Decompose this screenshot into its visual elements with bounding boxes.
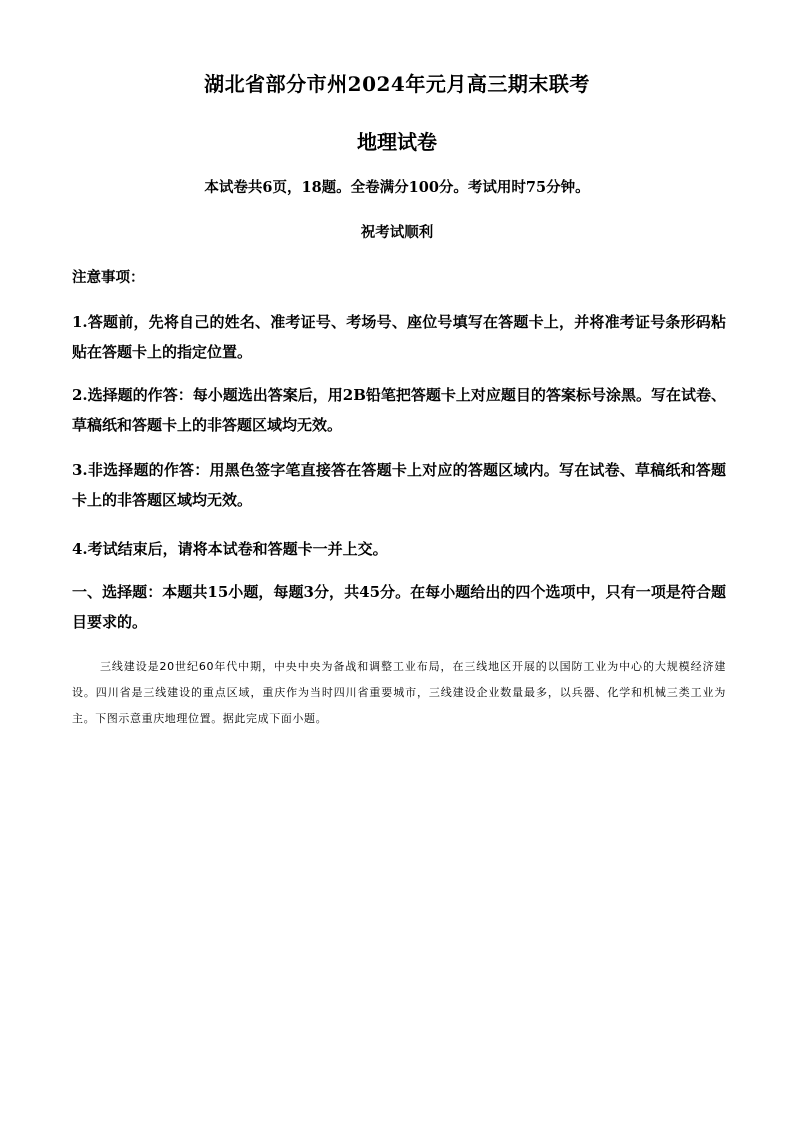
section-one-heading: 一、选择题：本题共15小题，每题3分，共45分。在每小题给出的四个选项中，只有一项是符合题目要求的。 — [72, 583, 726, 631]
exam-title: 湖北省部分市州2024年元月高三期末联考 — [204, 72, 590, 96]
note-item-4: 4.考试结束后，请将本试卷和答题卡一并上交。 — [72, 540, 388, 558]
good-luck-text: 祝考试顺利 — [360, 224, 434, 241]
note-item-1: 1.答题前，先将自己的姓名、准考证号、考场号、座位号填写在答题卡上，并将准考证号条形码粘贴在答题卡上的指定位置。 — [72, 313, 726, 361]
note-item-2: 2.选择题的作答：每小题选出答案后，用2B铅笔把答题卡上对应题目的答案标号涂黑。写在试卷、草稿纸和答题卡上的非答题区域均无效。 — [72, 386, 726, 434]
notes-heading: 注意事项： — [72, 269, 145, 286]
subject-title: 地理试卷 — [357, 130, 437, 154]
exam-info: 本试卷共6页，18题。全卷满分100分。考试用时75分钟。 — [204, 179, 590, 196]
reading-passage: 三线建设是20世纪60年代中期，中央中央为备战和调整工业布局，在三线地区开展的以国防工业为中心的大规模经济建设。四川省是三线建设的重点区域，重庆作为当时四川省重要城市，三线建设企业数量最多，以兵器、化学和机械三类工业为主。下图示意重庆地理位置。据此完成下面小题。 — [72, 660, 726, 725]
note-item-3: 3.非选择题的作答：用黑色签字笔直接答在答题卡上对应的答题区域内。写在试卷、草稿纸和答题卡上的非答题区域均无效。 — [72, 461, 726, 509]
